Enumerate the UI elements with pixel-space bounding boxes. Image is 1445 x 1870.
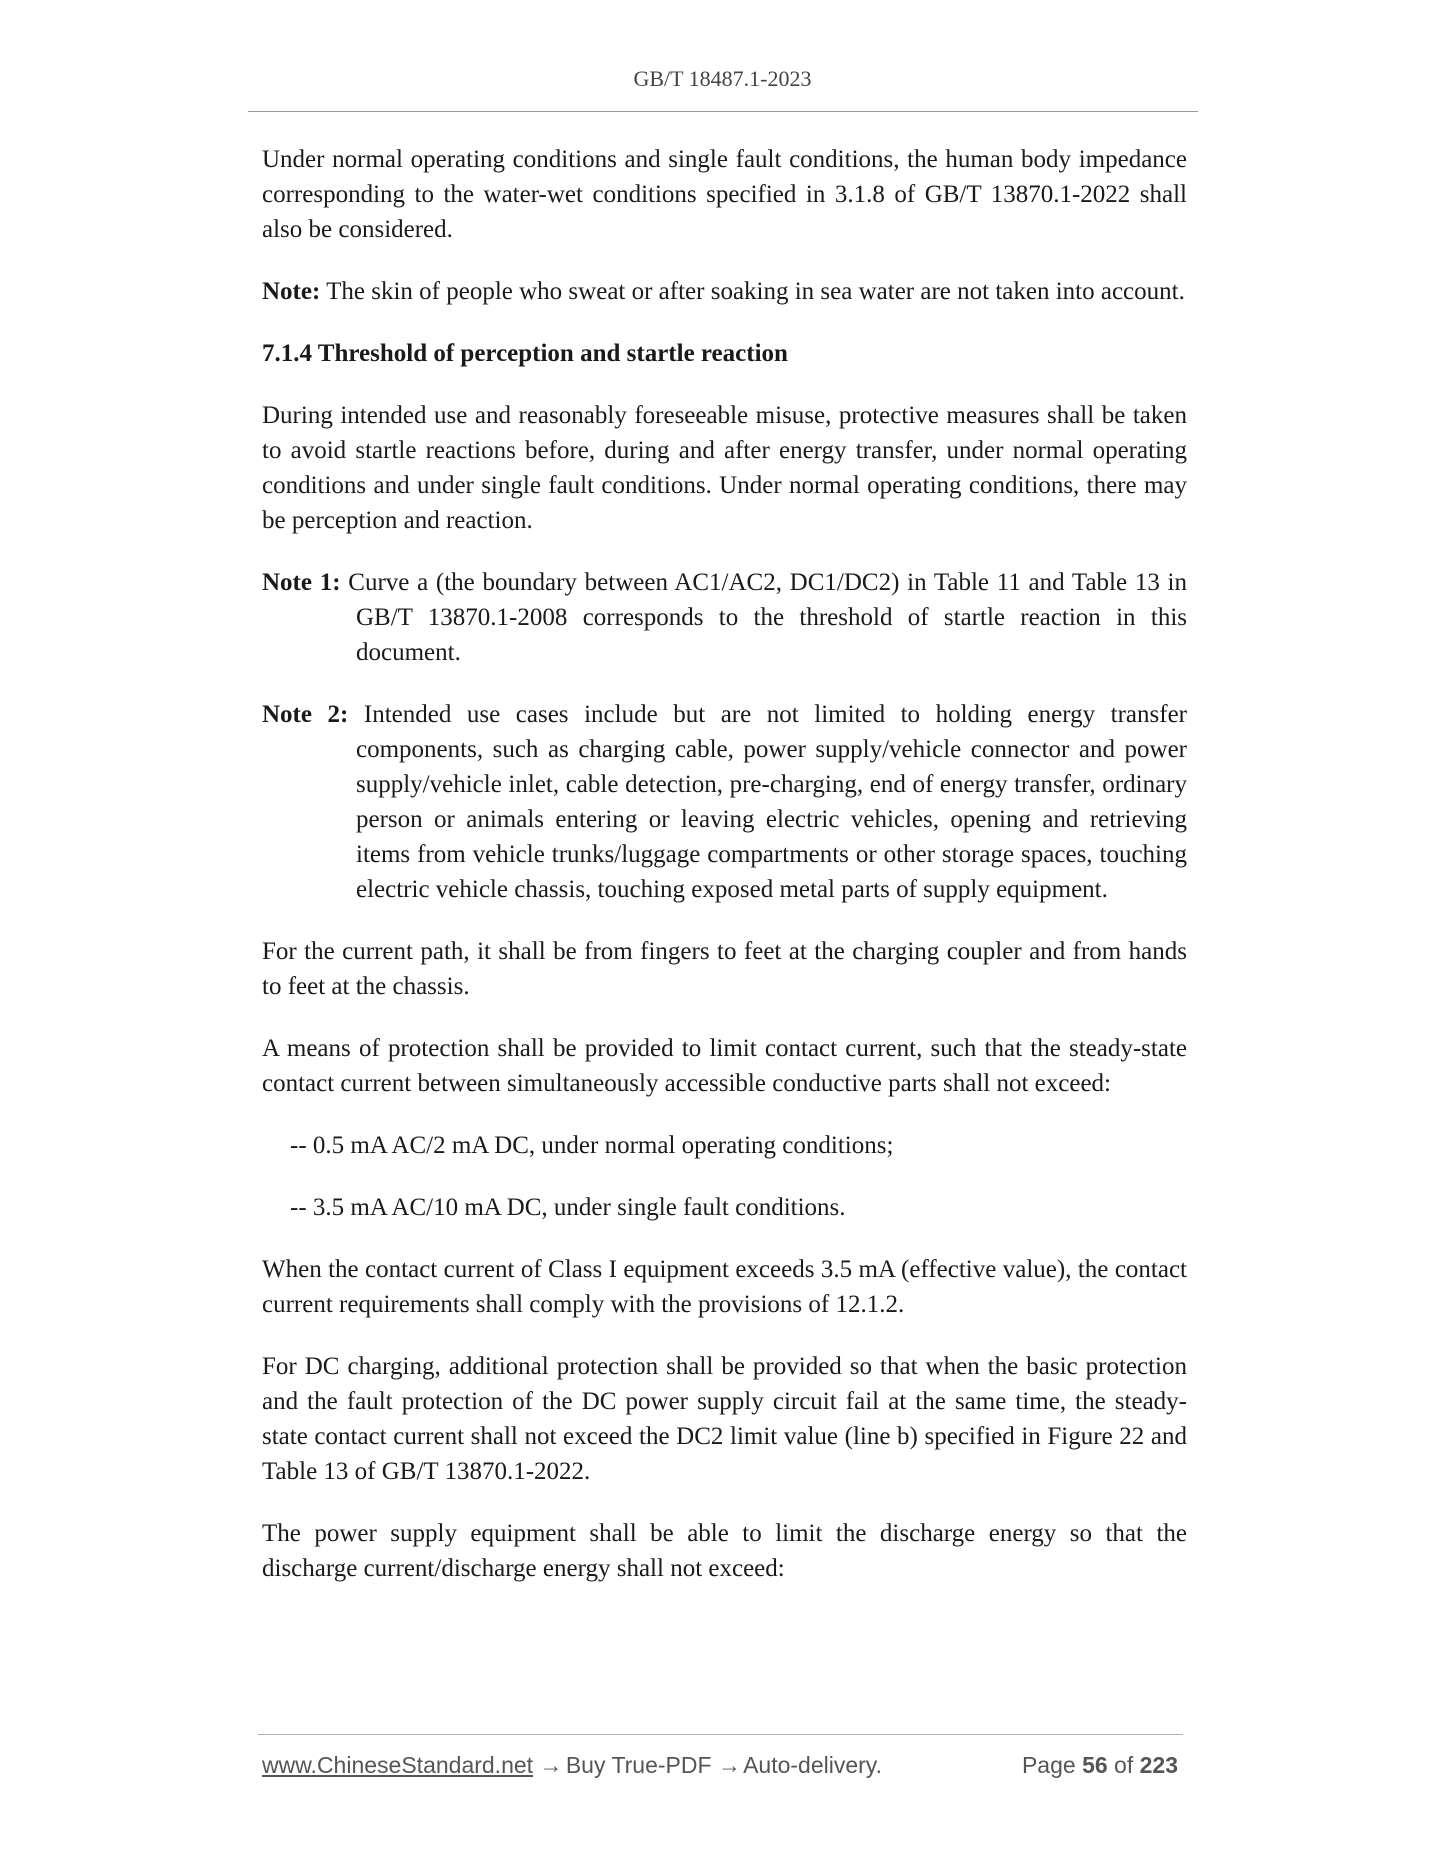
page-footer xyxy=(262,1752,1182,1779)
arrow-right-icon: → xyxy=(717,1752,741,1778)
note-1 xyxy=(262,565,1187,670)
paragraph-protective-measures: During intended use and reasonably foreseeable misuse, protective measures shall be taken to avoid startle reactions before, during and after energy transfer, under normal operating conditions and under single fault conditions. Under normal operating conditions, there may be perception and reaction. xyxy=(262,402,1187,534)
of-label: of xyxy=(1114,1752,1134,1778)
paragraph-class-i-equipment: When the contact current of Class I equipment exceeds 3.5 mA (effective value), the contact current requirements shall comply with the provisions of 12.1.2. xyxy=(262,1256,1187,1318)
site-link[interactable]: www.ChineseStandard.net xyxy=(262,1752,534,1778)
page-number xyxy=(1022,1752,1178,1779)
list-item-normal-conditions: -- 0.5 mA AC/2 mA DC, under normal operating conditions; xyxy=(290,1132,894,1159)
page-current: 56 xyxy=(1082,1752,1108,1778)
paragraph-discharge-energy: The power supply equipment shall be able to limit the discharge energy so that the discharge current/discharge energy shall not exceed: xyxy=(262,1520,1187,1582)
paragraph-contact-current-limit: A means of protection shall be provided to limit contact current, such that the steady-state contact current between simultaneously accessible conductive parts shall not exceed: xyxy=(262,1035,1187,1097)
list-item-single-fault: -- 3.5 mA AC/10 mA DC, under single fault conditions. xyxy=(290,1194,846,1221)
note-skin xyxy=(262,274,1187,309)
note-2-text: Intended use cases include but are not limited to holding energy transfer components, such as charging cable, power supply/vehicle connector and power supply/vehicle inlet, cable detection, pre-charging, end of energy transfer, ordinary person or animals entering or leaving electric vehicles, opening and retrieving items from vehicle trunks/luggage compartments or other storage spaces, touching electric vehicle chassis, touching exposed metal parts of supply equipment. xyxy=(356,701,1187,903)
note-1-label: Note 1: xyxy=(262,569,341,596)
footer-divider xyxy=(258,1734,1183,1735)
header-divider xyxy=(248,111,1198,112)
section-heading-7-1-4: 7.1.4 Threshold of perception and startle reaction xyxy=(262,340,788,367)
note-label: Note: xyxy=(262,278,321,305)
footer-promo xyxy=(262,1752,882,1778)
note-1-text: Curve a (the boundary between AC1/AC2, DC1/DC2) in Table 11 and Table 13 in GB/T 13870.1-2008 corresponds to the threshold of startle reaction in this document. xyxy=(348,569,1187,666)
paragraph-current-path: For the current path, it shall be from fingers to feet at the charging coupler and from hands to feet at the chassis. xyxy=(262,938,1187,1000)
paragraph-body-impedance: Under normal operating conditions and single fault conditions, the human body impedance corresponding to the water-wet conditions specified in 3.1.8 of GB/T 13870.1-2022 shall also be considered. xyxy=(262,146,1187,243)
page-total: 223 xyxy=(1139,1752,1178,1778)
auto-delivery-text: Auto-delivery. xyxy=(743,1752,882,1778)
note-2 xyxy=(262,697,1187,907)
arrow-right-icon: → xyxy=(539,1752,563,1778)
buy-true-pdf-text: Buy True-PDF xyxy=(565,1752,712,1778)
document-header: GB/T 18487.1-2023 xyxy=(633,66,812,91)
page-label: Page xyxy=(1021,1752,1076,1778)
paragraph-dc-charging: For DC charging, additional protection shall be provided so that when the basic protection and the fault protection of the DC power supply circuit fail at the same time, the steady-state contact current shall not exceed the DC2 limit value (line b) specified in Figure 22 and Table 13 of GB/T 13870.1-2022. xyxy=(262,1353,1187,1485)
note-2-label: Note 2: xyxy=(262,701,349,728)
note-text: The skin of people who sweat or after soaking in sea water are not taken into account. xyxy=(326,278,1185,305)
page-content xyxy=(262,142,1187,1613)
